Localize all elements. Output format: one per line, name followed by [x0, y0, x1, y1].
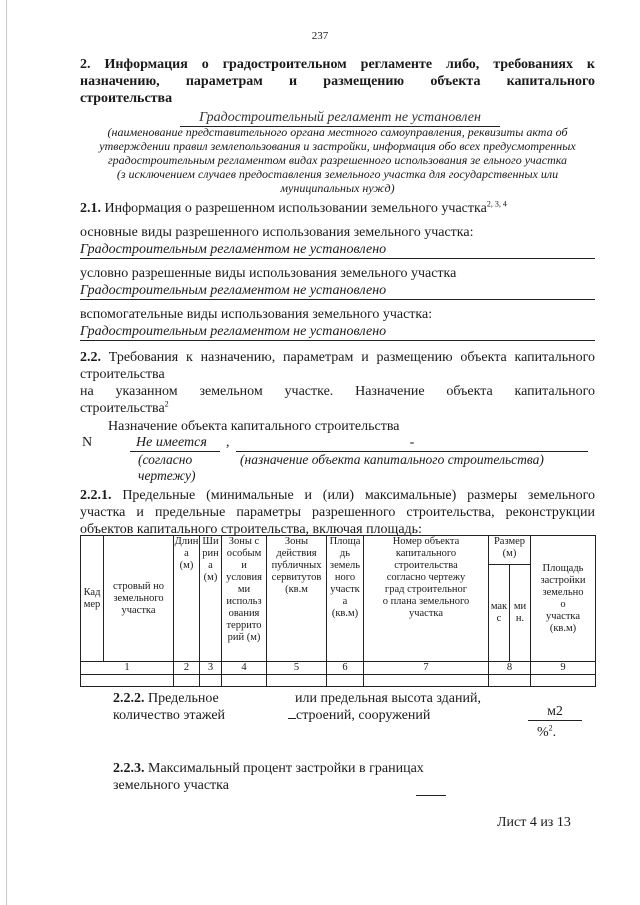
n-value-text: Не имеется — [136, 435, 207, 450]
unit-m2: м2 — [528, 703, 582, 721]
n-value — [130, 434, 220, 452]
col-num-2: 2 — [174, 662, 200, 675]
regulation-caption-5: муниципальных нужд) — [280, 181, 395, 195]
page-number: 237 — [311, 30, 329, 42]
n-label: N — [82, 435, 93, 450]
s223-line-1 — [113, 760, 424, 777]
s22-line-4-text: строительства — [80, 401, 165, 416]
sheet-counter: Лист 4 из 13 — [497, 815, 571, 830]
s21-refs: 2, 3, 4 — [486, 199, 507, 209]
cadastral-header: Кад мер — [81, 536, 104, 662]
regulation-caption-3: градостроительным регламентом видах разрешенного использования зе ельного участка — [107, 153, 568, 167]
conditional-uses-value: Градостроительным регламентом не установлено — [80, 282, 595, 300]
s221-line-1-text: Предельные (минимальные и (или) максимальные) размеры земельного — [111, 488, 595, 503]
main-uses-value: Градостроительным регламентом не установлено — [80, 241, 595, 259]
col-num-8: 8 — [489, 662, 531, 675]
height-label-2 — [288, 707, 430, 724]
s21-title — [80, 200, 595, 217]
s222-label-2: количество этажей — [113, 708, 226, 723]
height-label-2-text: строений, сооружений — [296, 708, 431, 723]
col-num-5: 5 — [267, 662, 327, 675]
regulation-value: Градостроительный регламент не установлен — [180, 109, 500, 127]
size-min-header: ми н. — [510, 565, 531, 662]
section-heading-line-2: назначению, параметрам и размещению объекта капитального — [80, 74, 595, 89]
auxiliary-uses-value: Градостроительным регламентом не установлено — [80, 323, 595, 341]
s223-line-2: земельного участка — [113, 778, 229, 793]
auxiliary-uses-label: вспомогательные виды использования земельного участка: — [80, 307, 433, 322]
length-header: Длин а (м) — [174, 536, 200, 662]
s221-line-2: участка и предельные параметры разрешенного строительства, реконструкции — [80, 505, 595, 520]
main-uses-label: основные виды разрешенного использования земельного участка: — [80, 225, 474, 240]
table-empty-row — [81, 675, 596, 687]
col-num-6: 6 — [327, 662, 364, 675]
s22-line-1 — [80, 349, 595, 366]
scan-edge — [6, 0, 7, 905]
regulation-caption-4: (з исключением случаев предоставления земельного участка для государственных или — [116, 167, 559, 181]
s221-number: 2.2.1. — [80, 488, 112, 503]
height-label-1: или предельная высота зданий, — [295, 691, 481, 706]
coverage-area-header: Площадь застройки земельно о участка (кв.м) — [531, 536, 596, 662]
regulation-caption-2: утверждении правил землепользования и застройки, информация обо всех предусмотренных — [99, 139, 576, 153]
caption-right: (назначение объекта капитального строительства) — [240, 452, 544, 467]
size-max-header: мак с — [489, 565, 510, 662]
unit-percent — [537, 724, 556, 741]
s22-line-4 — [80, 400, 595, 417]
col-num-9: 9 — [531, 662, 596, 675]
unit-percent-tail: . — [552, 725, 557, 740]
s22-line-3: на указанном земельном участке. Назначение объекта капитального — [80, 384, 595, 399]
plot-header: стровый но земельного участка — [104, 536, 174, 662]
parameters-table — [80, 535, 596, 687]
purpose-label: Назначение объекта капитального строительства — [108, 419, 400, 434]
object-number-header: Номер объекта капитального строительства согласно чертежу град строительног о плана земельного участка — [364, 536, 489, 662]
section-heading-line-1: 2. Информация о градостроительном регламенте либо, требованиях к — [80, 57, 595, 72]
s222-label-1-text: Предельное — [144, 691, 219, 706]
caption-left-1: (согласно — [138, 452, 193, 467]
servitude-header: Зоны действия публичных сервитутов (кв.м — [267, 536, 327, 662]
conditional-uses-label: условно разрешенные виды использования земельного участка — [80, 266, 457, 281]
unit-percent-ref: 2 — [548, 723, 553, 733]
col-num-1: 1 — [81, 662, 174, 675]
plot-area-header: Площа дь земель ного участк а (кв.м) — [327, 536, 364, 662]
regulation-caption-1: (наименование представительного органа местного самоуправления, реквизиты акта об — [107, 125, 568, 139]
s221-line-1 — [80, 487, 595, 504]
col-num-4: 4 — [222, 662, 267, 675]
size-header: Размер (м) — [489, 536, 531, 565]
coverage-blank — [416, 795, 446, 796]
table-number-row — [81, 662, 596, 675]
s222-number: 2.2.2. — [113, 691, 145, 706]
table-header-row-1 — [81, 536, 596, 565]
col-num-7: 7 — [364, 662, 489, 675]
n-comma: , — [226, 435, 230, 450]
section-heading-line-3: строительства — [80, 91, 173, 106]
purpose-value: - — [236, 434, 588, 452]
s22-line-1-text: Требования к назначению, параметрам и размещению объекта капитального — [101, 350, 595, 365]
unit-percent-sign: % — [537, 725, 549, 740]
col-num-3: 3 — [200, 662, 222, 675]
s222-label-1 — [113, 690, 219, 707]
s22-ref: 2 — [164, 399, 169, 409]
s22-line-2: строительства — [80, 367, 165, 382]
s22-number: 2.2. — [80, 350, 101, 365]
height-blank — [288, 718, 296, 719]
s221-line-3: объектов капитального строительства, включая площадь: — [80, 522, 422, 537]
s21-number: 2.1. — [80, 201, 101, 216]
s223-number: 2.2.3. — [113, 761, 145, 776]
s21-title-text: Информация о разрешенном использовании земельного участка — [101, 201, 487, 216]
s223-line-1-text: Максимальный процент застройки в границах — [144, 761, 424, 776]
special-zones-header: Зоны с особым и условия ми использ ования террито рий (м) — [222, 536, 267, 662]
width-header: Ши рин а (м) — [200, 536, 222, 662]
caption-left-2: чертежу) — [138, 468, 196, 483]
